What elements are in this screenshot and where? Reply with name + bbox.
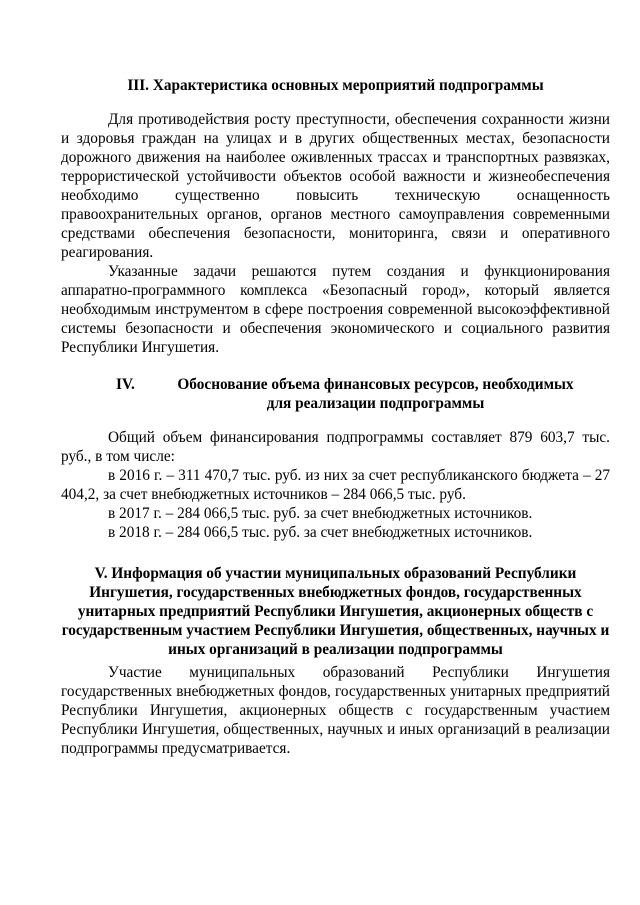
section-4-intro: Общий объем финансирования подпрограммы составляет 879 603,7 тыс. руб., в том числе: [61, 429, 610, 465]
section-4-item-2016: в 2016 г. – 311 470,7 тыс. руб. из них за счет республиканского бюджета – 27 404,2, за счет внебюджетных источников – 284 066,5 тыс. руб. [61, 467, 610, 503]
section-3-paragraph-2: Указанные задачи решаются путем создания и функционирования аппаратно-программного комплекса «Безопасный город», который является необходимым инструментом в сфере построения современной высокоэффективной системы безопасности и обеспечения экономического и социального развития Республики Ингушетия. [61, 263, 610, 356]
section-5-body [61, 663, 610, 758]
section-3-body [61, 110, 610, 357]
section-4-heading [61, 375, 610, 413]
section-3-paragraph-1: Для противодействия росту преступности, обеспечения сохранности жизни и здоровья граждан на улицах и в других общественных местах, безопасности дорожного движения на наиболее оживленных трассах и транспортных развязках, террористической устойчивости объектов особой важности и жизнеобеспечения необходимо существенно повысить техническую оснащенность правоохранительных органов, органов местного самоуправления современными средствами обеспечения безопасности, мониторинга, связи и оперативного реагирования. [61, 111, 610, 261]
section-4-item-2018: в 2018 г. – 284 066,5 тыс. руб. за счет внебюджетных источников. [108, 524, 533, 541]
section-4-item-2017: в 2017 г. – 284 066,5 тыс. руб. за счет внебюджетных источников. [108, 505, 533, 522]
section-5-paragraph: Участие муниципальных образований Республики Ингушетия государственных внебюджетных фондов, государственных унитарных предприятий Республики Ингушетия, акционерных обществ с государственным участием Республики Ингушетия, общественных, научных и иных организаций в реализации подпрограммы предусматривается. [61, 664, 610, 757]
section-4-title: Обоснование объема финансовых ресурсов, необходимых для реализации подпрограммы [177, 376, 574, 412]
section-4-number: IV. [116, 376, 135, 393]
section-3-heading: III. Характеристика основных мероприятий подпрограммы [127, 77, 544, 94]
section-5-heading: V. Информация об участии муниципальных образований Республики Ингушетия, государственных внебюджетных фондов, государственных унитарных предприятий Республики Ингушетия, акционерных обществ с государственным участием Республики Ингушетия, общественных, научных и иных организаций в реализации подпрограммы [61, 565, 610, 658]
section-4-body [61, 428, 610, 542]
